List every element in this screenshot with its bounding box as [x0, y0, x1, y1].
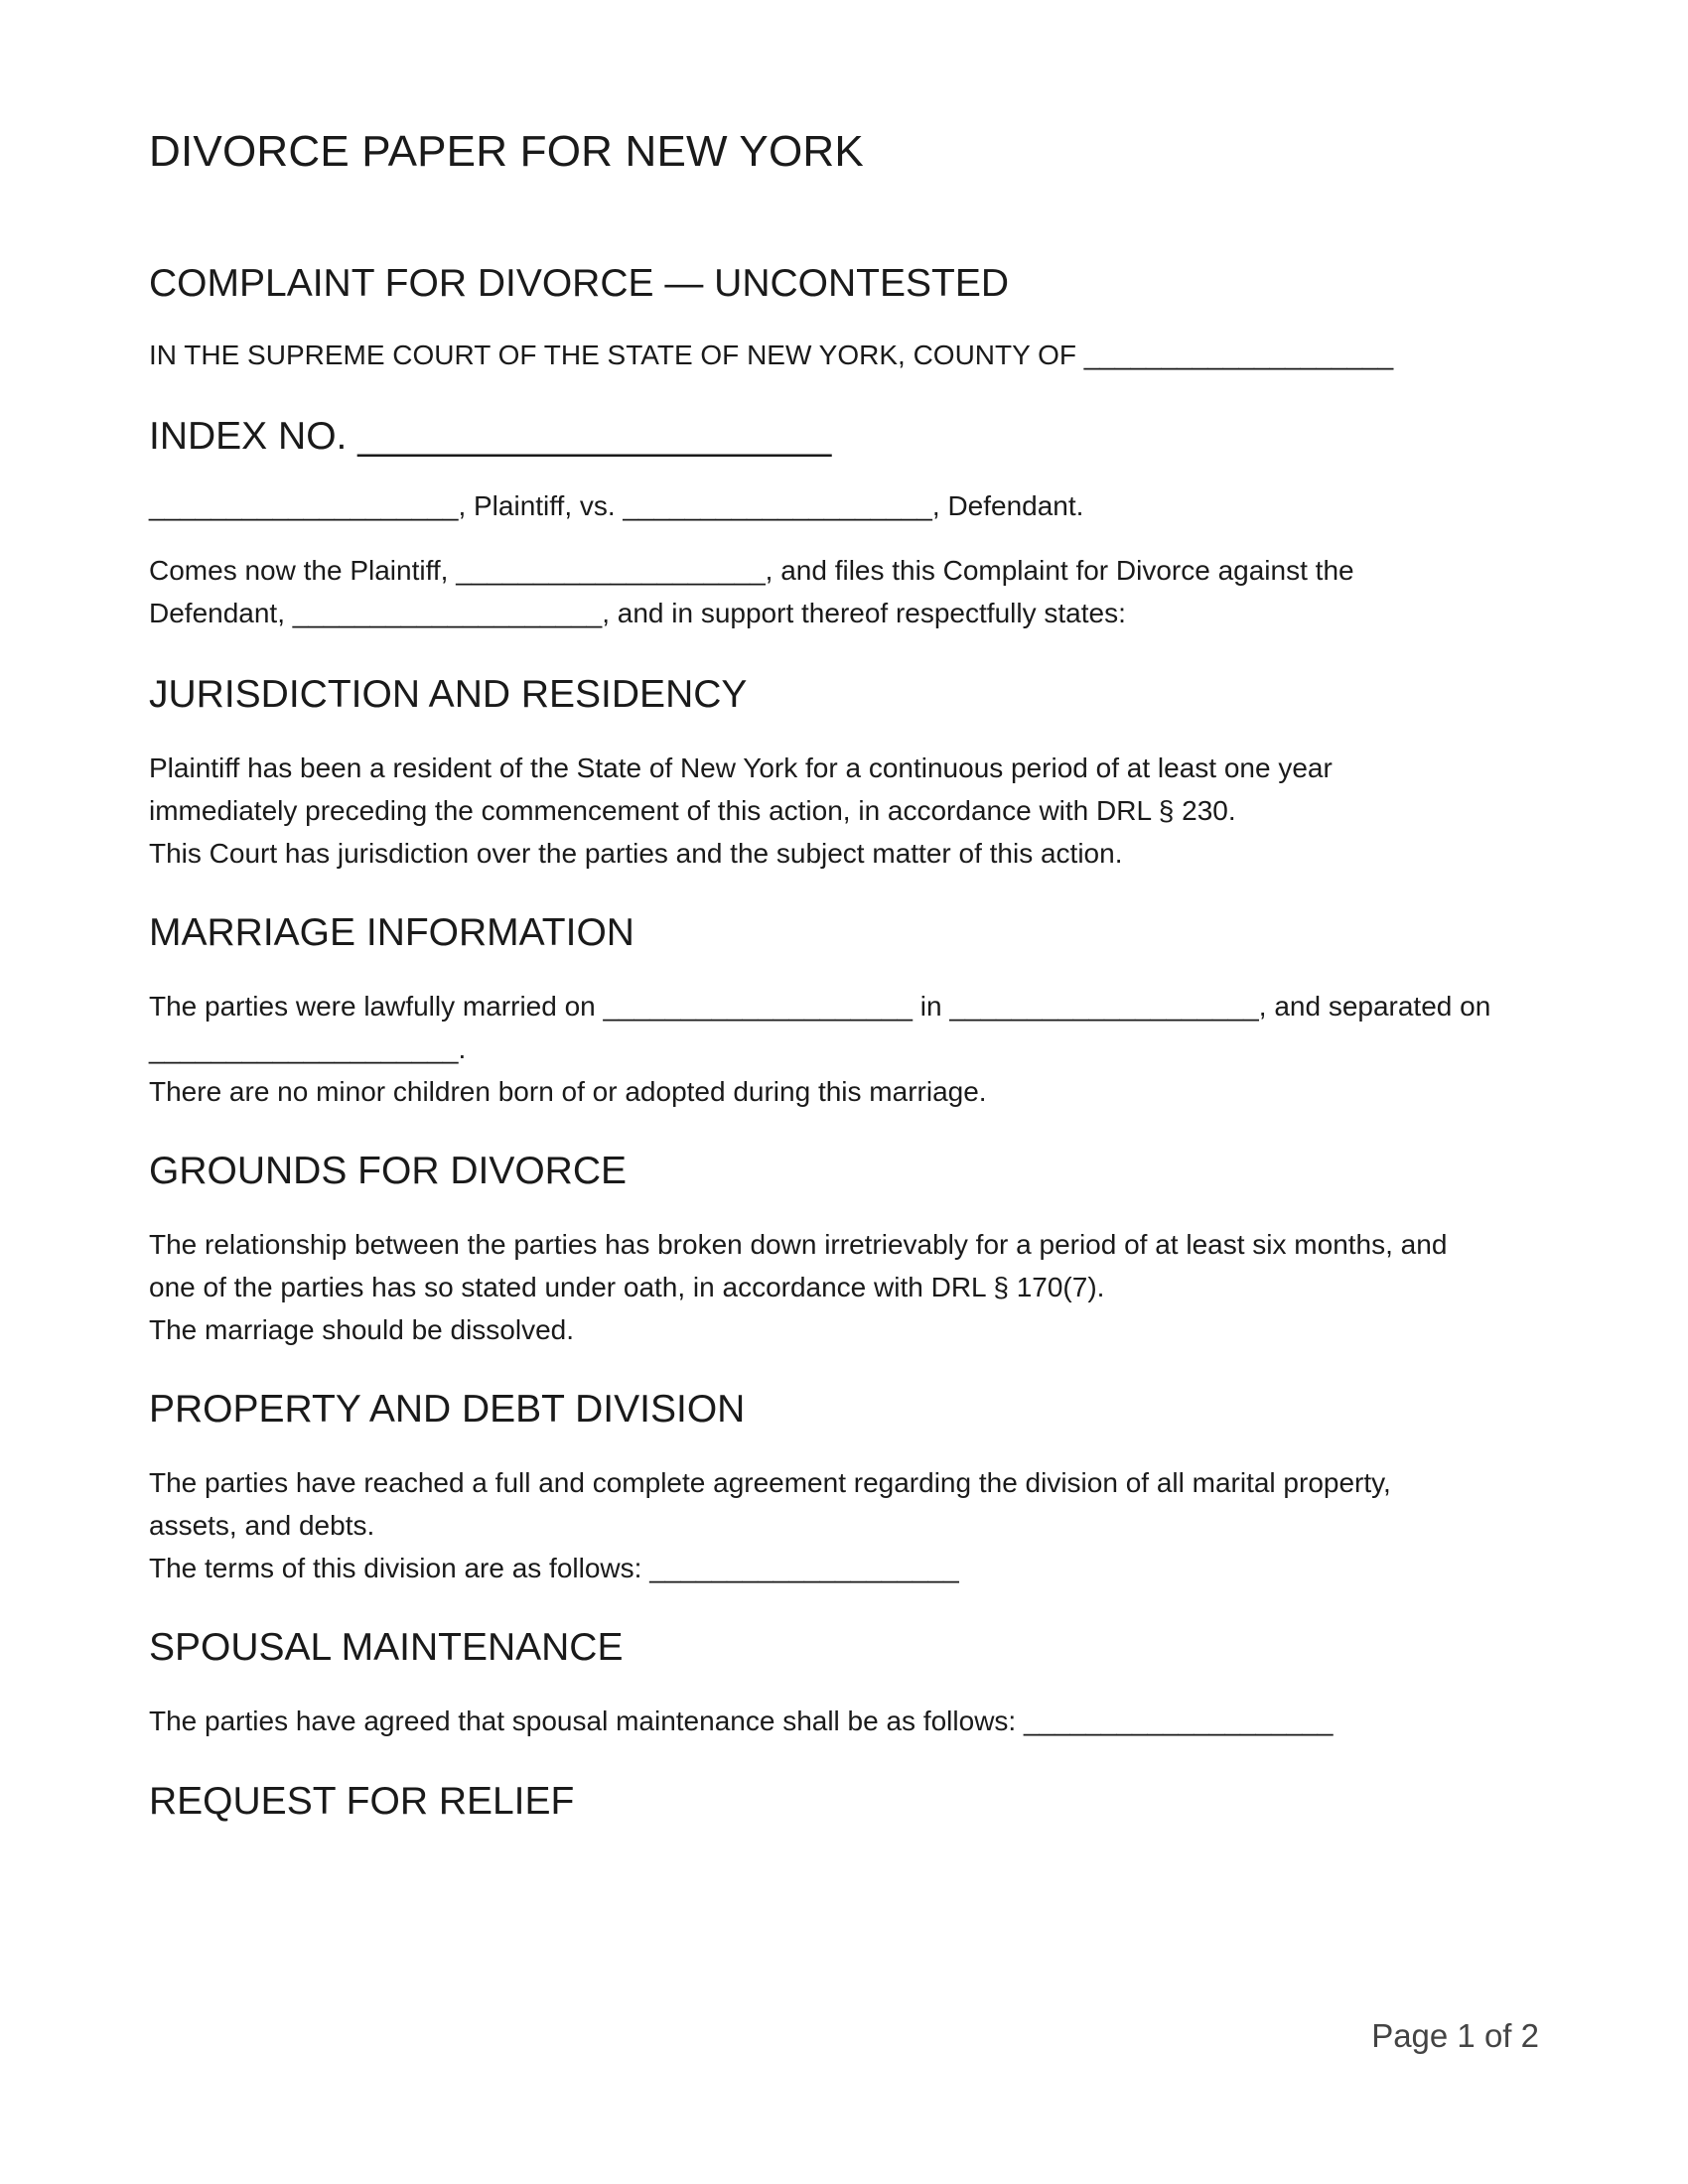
- section-heading: MARRIAGE INFORMATION: [149, 911, 634, 954]
- section-line: There are no minor children born of or adopted during this marriage.: [149, 1076, 987, 1107]
- section-line: ____________________.: [149, 1033, 467, 1064]
- section-line: This Court has jurisdiction over the parties and the subject matter of this action.: [149, 838, 1123, 869]
- intro-line: Defendant, ____________________, and in support thereof respectfully states:: [149, 598, 1126, 628]
- section-line: The terms of this division are as follows: ____________________: [149, 1553, 959, 1583]
- intro-line: Comes now the Plaintiff, ____________________, and files this Complaint for Divorce against the: [149, 555, 1354, 586]
- section-line: one of the parties has so stated under oath, in accordance with DRL § 170(7).: [149, 1272, 1105, 1302]
- section-line: The parties have agreed that spousal maintenance shall be as follows: ____________________: [149, 1706, 1334, 1736]
- section-heading: PROPERTY AND DEBT DIVISION: [149, 1388, 746, 1431]
- page-number: Page 1 of 2: [1371, 2017, 1539, 2054]
- section-heading: GROUNDS FOR DIVORCE: [149, 1150, 628, 1192]
- section-line: assets, and debts.: [149, 1510, 375, 1541]
- section-line: The relationship between the parties has broken down irretrievably for a period of at least six months, and: [149, 1229, 1448, 1260]
- index-number-heading: INDEX NO. ______________________: [149, 415, 832, 458]
- complaint-heading: COMPLAINT FOR DIVORCE — UNCONTESTED: [149, 262, 1010, 305]
- section-heading: REQUEST FOR RELIEF: [149, 1780, 575, 1823]
- section-heading: SPOUSAL MAINTENANCE: [149, 1626, 624, 1669]
- section-line: immediately preceding the commencement of this action, in accordance with DRL § 230.: [149, 795, 1236, 826]
- section-line: Plaintiff has been a resident of the State of New York for a continuous period of at least one year: [149, 752, 1333, 783]
- parties-line: ____________________, Plaintiff, vs. ____________________, Defendant.: [149, 490, 1084, 521]
- document-title: DIVORCE PAPER FOR NEW YORK: [149, 127, 864, 176]
- section-line: The parties have reached a full and complete agreement regarding the division of all marital property,: [149, 1467, 1391, 1498]
- section-heading: JURISDICTION AND RESIDENCY: [149, 673, 748, 716]
- section-line: The marriage should be dissolved.: [149, 1314, 575, 1345]
- section-line: The parties were lawfully married on ____________________ in ____________________, and separated on: [149, 991, 1491, 1022]
- court-line: IN THE SUPREME COURT OF THE STATE OF NEW YORK, COUNTY OF ____________________: [149, 340, 1394, 370]
